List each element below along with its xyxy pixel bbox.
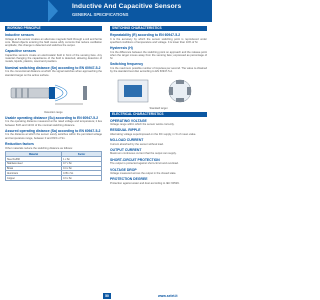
page-subtitle: GENERAL SPECIFICATIONS <box>72 12 129 17</box>
page-header <box>0 0 212 22</box>
definition-title: SHORT-CIRCUIT PROTECTION <box>110 157 160 162</box>
definition-title: PROTECTION DEGREE <box>110 177 148 182</box>
disc-tooth-shape <box>187 87 191 95</box>
usable-distance-text: It is the operating distance measured at the rated voltage and temperature; it lies between 81% and 121% of the nominal switching distance. <box>5 120 102 127</box>
table-cell: 0.3 x Sn <box>62 176 102 181</box>
definition-text: Maximum continuous current that the output can supply. <box>110 152 177 156</box>
table-cell: 0.7 x Sn <box>62 161 102 166</box>
table-cell: Copper <box>6 176 62 181</box>
disc-tooth-shape <box>176 80 184 84</box>
definition-title: RESIDUAL RIPPLE <box>110 128 141 133</box>
reduction-table <box>5 151 102 181</box>
section-bar-electrical: ELECTRICAL CHARACTERISTICS <box>110 112 207 117</box>
definition-text: Protection against water and dust according to IEC 60529. <box>110 181 180 185</box>
page-number: 50 <box>103 293 111 299</box>
assured-distance-text: It is the distance at which the sensor surely switches within the permitted voltage and temperature range, between 0 and 81% of Sn. <box>5 133 102 140</box>
thread-ring-shape <box>27 88 29 98</box>
definition-title: OUTPUT CURRENT <box>110 147 142 152</box>
definition-text: Current absorbed by the sensor without load. <box>110 142 164 146</box>
table-cell: 0.4 x Sn <box>62 166 102 171</box>
sensor-diagram <box>5 79 102 109</box>
hysteresis-text: It is the difference between the switching point on approach and the release point when the target moves away from the sensing face; expressed as percentage of Sr. <box>110 50 207 61</box>
definition-text: Alternating voltage superimposed on the DC supply, in % of mean value. <box>110 132 197 136</box>
table-cell: Brass <box>6 166 62 171</box>
definition-text: The output is protected against short-circuit and overload. <box>110 162 179 166</box>
reduction-heading: Reduction factors <box>5 142 34 147</box>
target-diagram-svg <box>110 76 207 106</box>
target-plate-shape <box>83 86 87 100</box>
capacitive-text: Capacitive sensors create an electrostatic field in front of the sensing face. Any material changing the capacitance of the field is detected, allowing detection of metals, liquids, plastics, wood and powders. <box>5 53 102 64</box>
page-footer <box>0 292 212 300</box>
repeatability-heading: Repeatability (R) according to EN 60947-5-2 <box>110 33 181 37</box>
sensor-diagram-svg <box>5 79 102 107</box>
field-line-shape <box>55 87 63 99</box>
disc-tooth-shape <box>169 87 173 95</box>
disc-tooth-shape <box>176 98 184 102</box>
range-caption: Detection range <box>44 110 63 114</box>
page-title: Inductive And Capacitive Sensors <box>72 3 182 10</box>
left-column <box>5 26 102 183</box>
table-cell: Steel Fe360 <box>6 157 62 162</box>
repeatability-text: It is the accuracy by which the sensor switching point is reproduced under specified conditions of temperature and voltage. It is lower than 10% of Sr. <box>110 37 207 44</box>
definition-title: VOLTAGE DROP <box>110 167 137 172</box>
table-cell: 1 x Sn <box>62 157 102 162</box>
definition-title: OPERATING VOLTAGE <box>110 118 147 123</box>
assured-distance-heading: Assured operating distance (Sa) according to EN 60947-5-2 <box>5 128 101 133</box>
reduction-text: Other materials reduce the switching distance as follows: <box>5 146 73 150</box>
nominal-distance-text: It is the conventional distance at which the signal switches when approaching the standard target on the active surface. <box>5 70 102 77</box>
table-row <box>6 176 102 181</box>
header-chevron-icon <box>48 0 58 22</box>
hysteresis-heading: Hysteresis (H) <box>110 46 133 51</box>
frequency-heading: Switching frequency <box>110 62 144 67</box>
target-caption: Standard target <box>149 106 168 110</box>
thread-ring-shape <box>21 88 23 98</box>
frequency-text: It is the maximum possible number of impulses per second. The value is obtained by the standard test disc according to EN 60947-5-2. <box>110 66 207 74</box>
target-diagram <box>110 76 207 106</box>
usable-distance-heading: Usable operating distance (Su) according to EN 60947-5-2 <box>5 115 99 120</box>
table-cell: 0.35 x Sn <box>62 171 102 176</box>
table-header-cell: Factor <box>62 152 102 157</box>
sensing-face-shape <box>49 87 55 99</box>
inductive-heading: Inductive sensors <box>5 33 34 37</box>
table-cell: Stainless steel <box>6 161 62 166</box>
capacitive-heading: Capacitive sensors <box>5 49 36 54</box>
right-column <box>110 26 207 187</box>
table-cell: Aluminium <box>6 171 62 176</box>
thread-ring-shape <box>15 88 17 98</box>
definition-title: NO-LOAD CURRENT <box>110 138 144 143</box>
inductive-text: Voltage at the sensor creates an alternate magnetic field through a coil and ferrite core. Metal objects entering the field cause eddy currents that reduce oscillation amplitude; this change is detected and switches the output. <box>5 37 102 48</box>
nominal-distance-heading: Nominal switching distance (Sn) according to EN 60947-5-2 <box>5 65 101 70</box>
sensor-face-shape <box>124 85 142 97</box>
table-header-cell: Material <box>6 152 62 157</box>
definition-text: Voltage measured across the output in the closed state. <box>110 172 177 176</box>
definition-text: Voltage range within which the sensor works correctly. <box>110 123 175 127</box>
section-bar-switching: SWITCHING CHARACTERISTICS <box>110 26 207 31</box>
website-link[interactable]: www.selet.it <box>158 293 178 298</box>
section-bar-working-principle: WORKING PRINCIPLE <box>5 26 102 31</box>
